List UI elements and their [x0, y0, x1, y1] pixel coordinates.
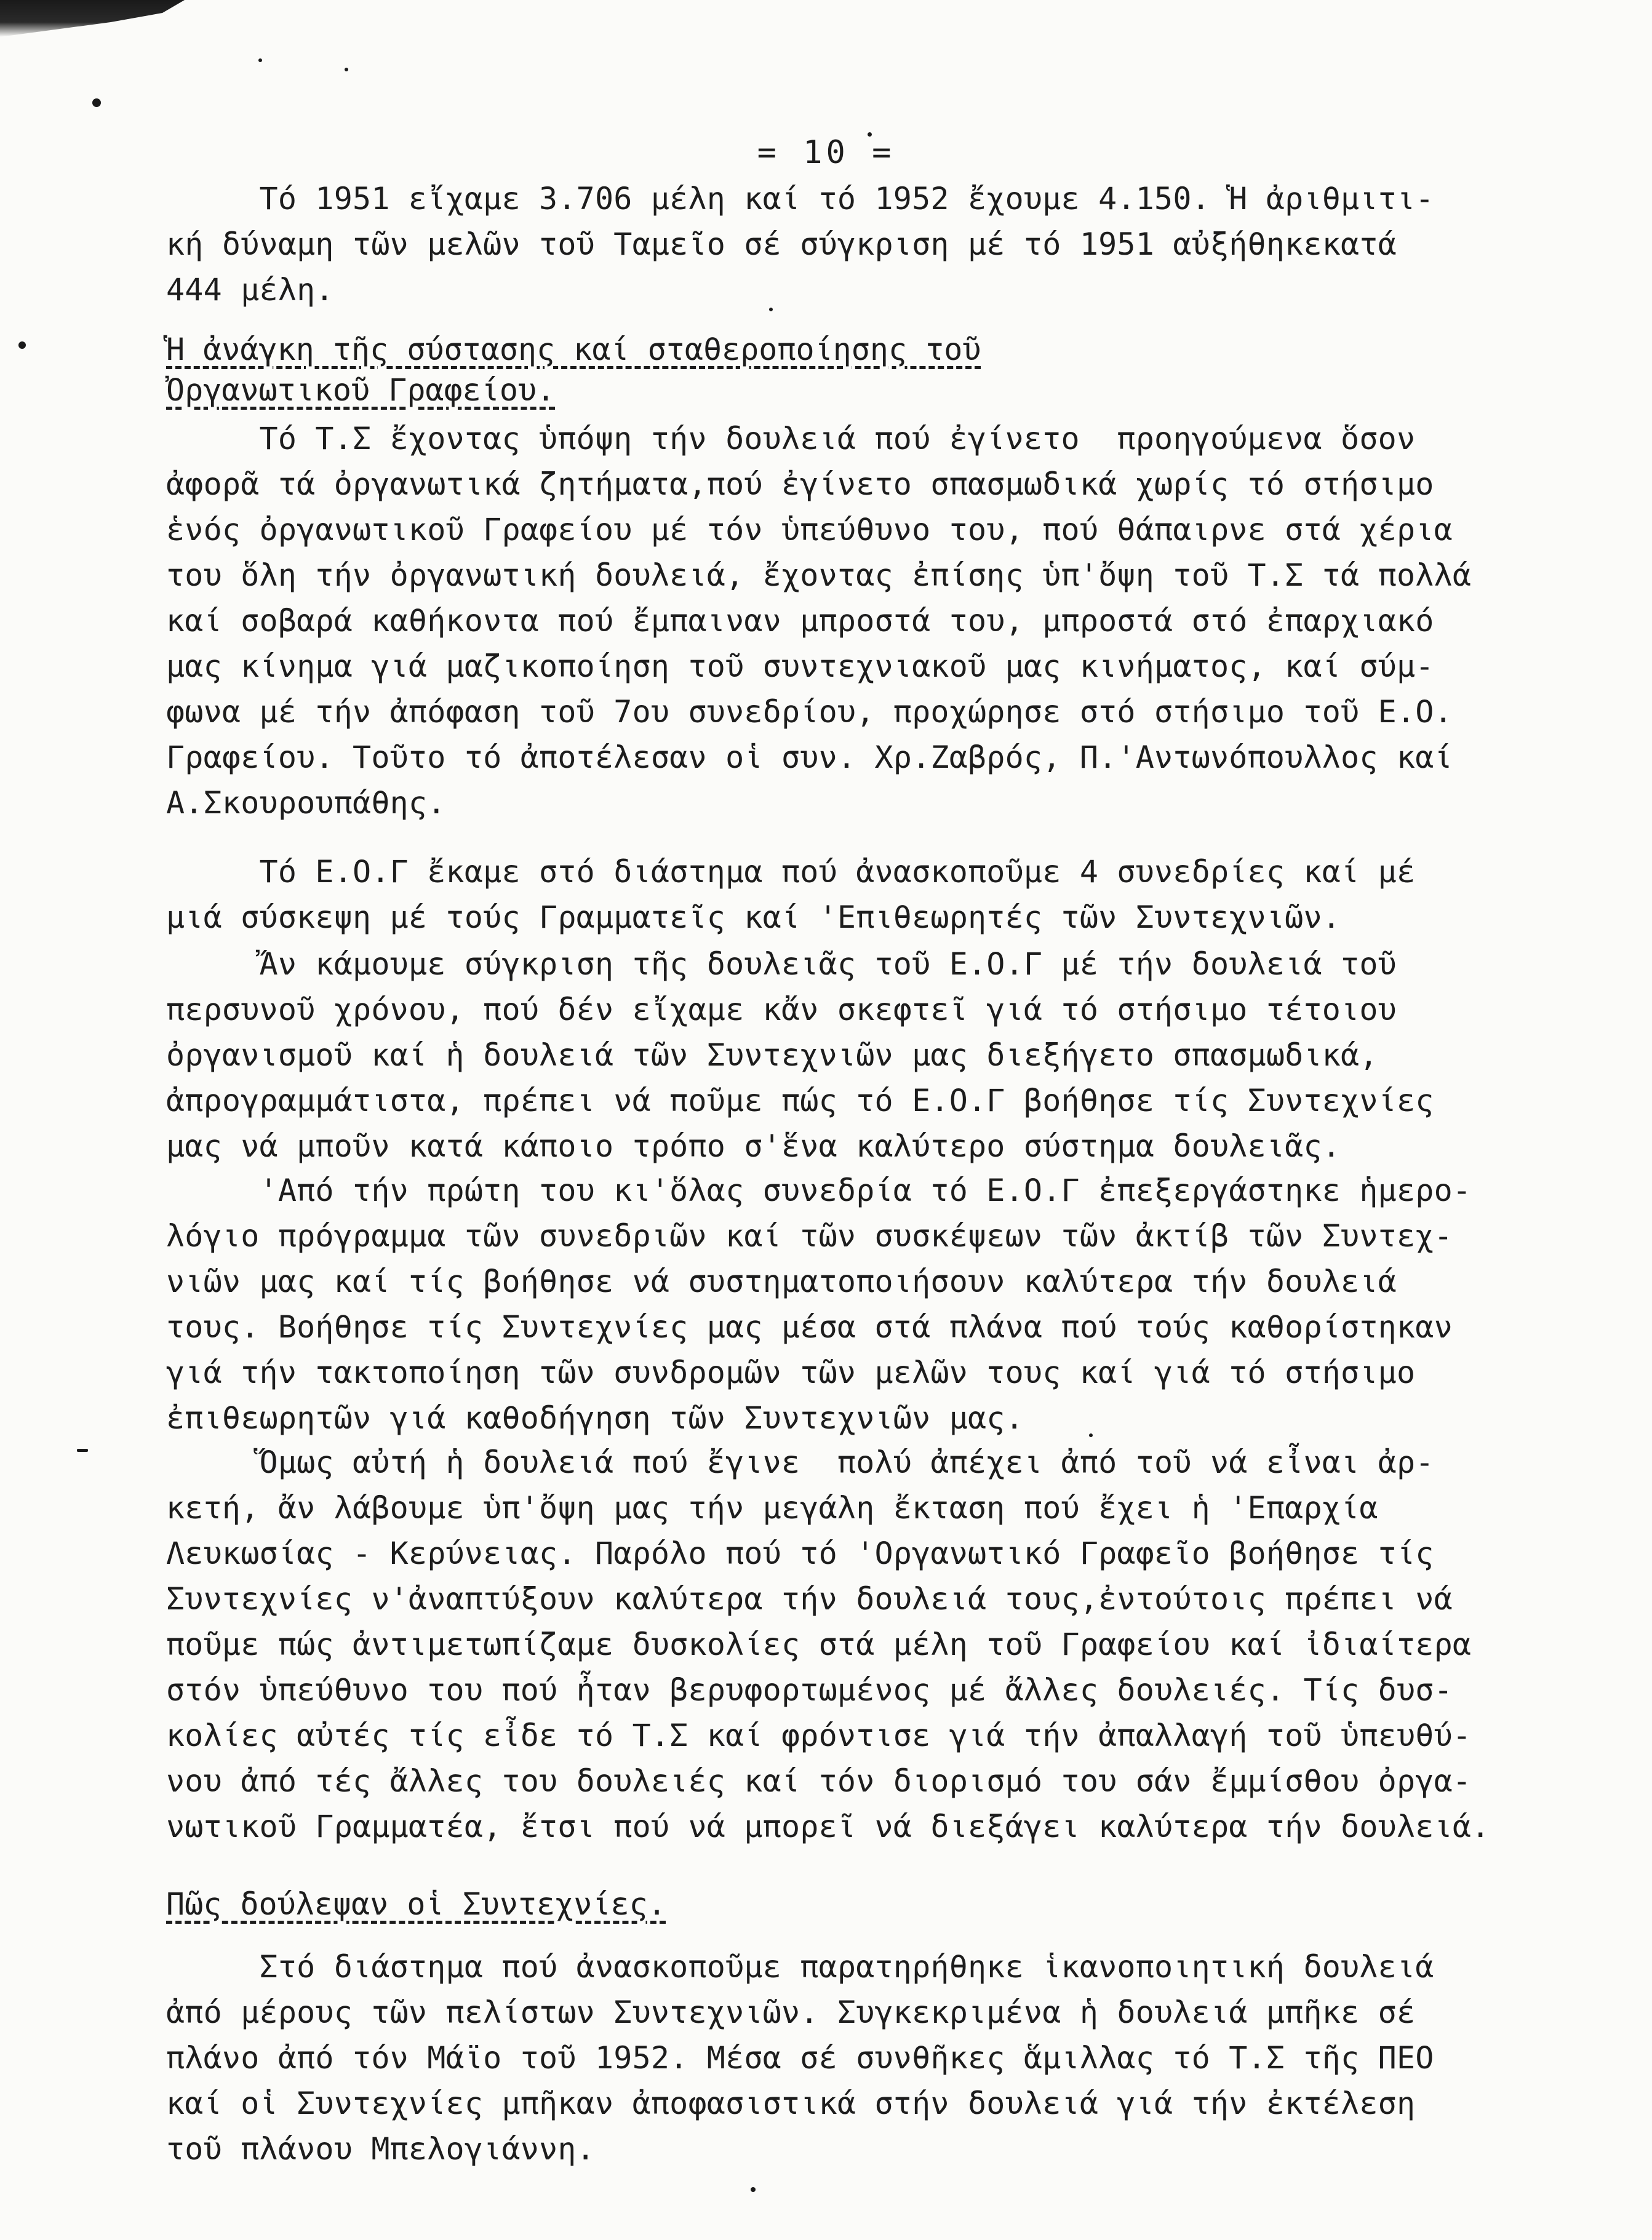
text-line: κολίες αὐτές τίς εἶδε τό Τ.Σ καί φρόντισε γιά τήν ἀπαλλαγή τοῦ ὑπευθύ-	[166, 1718, 1472, 1753]
text-line: Τό Τ.Σ ἔχοντας ὑπόψη τήν δουλειά πού ἐγίνετο προηγούμενα ὅσον	[166, 421, 1416, 456]
text-line: μιά σύσκεψη μέ τούς Γραμματεῖς καί 'Επιθεωρητές τῶν Συντεχνιῶν.	[166, 899, 1341, 935]
text-line: φωνα μέ τήν ἀπόφαση τοῦ 7ου συνεδρίου, προχώρησε στό στήσιμο τοῦ Ε.Ο.	[166, 694, 1453, 730]
paragraph	[166, 941, 1507, 1169]
text-line: καί σοβαρά καθήκοντα πού ἔμπαιναν μπροστά του, μπροστά στό ἐπαρχιακό	[166, 603, 1434, 639]
section-heading-line: Ἡ ἀνάγκη τῆς σύστασης καί σταθεροποίησης τοῦ	[166, 332, 981, 367]
paragraph	[166, 416, 1507, 826]
text-line: Τό Ε.Ο.Γ ἔκαμε στό διάστημα πού ἀνασκοποῦμε 4 συνεδρίες καί μέ	[166, 854, 1416, 890]
text-line: καί οἱ Συντεχνίες μπῆκαν ἀποφασιστικά στήν δουλειά γιά τήν ἐκτέλεση	[166, 2086, 1416, 2121]
paragraph	[166, 1168, 1507, 1441]
text-line: Ἄν κάμουμε σύγκριση τῆς δουλειᾶς τοῦ Ε.Ο.Γ μέ τήν δουλειά τοῦ	[166, 946, 1397, 982]
section-heading	[166, 329, 1507, 410]
text-line: του ὅλη τήν ὀργανωτική δουλειά, ἔχοντας ἐπίσης ὑπ'ὄψη τοῦ Τ.Σ τά πολλά	[166, 557, 1472, 593]
scan-speck	[77, 1449, 88, 1452]
text-line: περσυνοῦ χρόνου, πού δέν εἴχαμε κἄν σκεφτεῖ γιά τό στήσιμο τέτοιου	[166, 992, 1397, 1027]
text-line: κή δύναμη τῶν μελῶν τοῦ Ταμεῖο σέ σύγκριση μέ τό 1951 αὐξήθηκεκατά	[166, 226, 1397, 262]
text-line: Α.Σκουρουπάθης.	[166, 785, 446, 821]
text-line: πλάνο ἀπό τόν Μάϊο τοῦ 1952. Μέσα σέ συνθῆκες ἅμιλλας τό Τ.Σ τῆς ΠΕΟ	[166, 2040, 1434, 2076]
scan-speck	[258, 58, 262, 62]
text-line: Συντεχνίες ν'ἀναπτύξουν καλύτερα τήν δουλειά τους,ἐντούτοις πρέπει νά	[166, 1581, 1453, 1617]
text-line: ποῦμε πώς ἀντιμετωπίζαμε δυσκολίες στά μέλη τοῦ Γραφείου καί ἰδιαίτερα	[166, 1627, 1472, 1662]
text-line: τους. Βοήθησε τίς Συντεχνίες μας μέσα στά πλάνα πού τούς καθορίστηκαν	[166, 1309, 1453, 1345]
text-line: γιά τήν τακτοποίηση τῶν συνδρομῶν τῶν μελῶν τους καί γιά τό στήσιμο	[166, 1355, 1416, 1390]
text-line: Τό 1951 εἴχαμε 3.706 μέλη καί τό 1952 ἔχουμε 4.150. Ἡ ἀριθμιτι-	[166, 181, 1434, 217]
scan-corner-blot	[0, 0, 185, 37]
intro-paragraph	[166, 176, 1507, 313]
text-line: 444 μέλη.	[166, 272, 334, 308]
section-heading-line: Ὀργανωτικοῦ Γραφείου.	[166, 372, 556, 408]
text-line: νου ἀπό τές ἄλλες του δουλειές καί τόν διορισμό του σάν ἔμμίσθου ὀργα-	[166, 1763, 1472, 1799]
text-line: ὀργανισμοῦ καί ἡ δουλειά τῶν Συντεχνιῶν μας διεξήγετο σπασμωδικά,	[166, 1037, 1378, 1073]
text-line: ἑνός ὀργανωτικοῦ Γραφείου μέ τόν ὑπεύθυνο του, πού θάπαιρνε στά χέρια	[166, 512, 1453, 548]
section-heading-line: Πῶς δούλεψαν οἱ Συντεχνίες.	[166, 1886, 666, 1922]
text-line: 'Από τήν πρώτη του κι'ὅλας συνεδρία τό Ε.Ο.Γ ἐπεξεργάστηκε ἡμερο-	[166, 1173, 1472, 1208]
text-line: ἀπό μέρους τῶν πελίστων Συντεχνιῶν. Συγκεκριμένα ἡ δουλειά μπῆκε σέ	[166, 1995, 1416, 2030]
text-line: μας κίνημα γιά μαζικοποίηση τοῦ συντεχνιακοῦ μας κινήματος, καί σύμ-	[166, 648, 1434, 684]
text-line: στόν ὑπεύθυνο του πού ἦταν βερυφορτωμένος μέ ἄλλες δουλειές. Τίς δυσ-	[166, 1672, 1453, 1708]
scan-speck	[345, 68, 348, 71]
text-line: μας νά μποῦν κατά κάποιο τρόπο σ'ἕνα καλύτερο σύστημα δουλειᾶς.	[166, 1128, 1341, 1164]
page-number: = 10 =	[757, 134, 895, 171]
text-line: Ὅμως αὐτή ἡ δουλειά πού ἔγινε πολύ ἀπέχει ἀπό τοῦ νά εἶναι ἀρ-	[166, 1445, 1434, 1480]
text-line: νωτικοῦ Γραμματέα, ἔτσι πού νά μπορεῖ νά διεξάγει καλύτερα τήν δουλειά.	[166, 1809, 1490, 1844]
text-line: ἐπιθεωρητῶν γιά καθοδήγηση τῶν Συντεχνιῶν μας.	[166, 1400, 1024, 1436]
text-line: ἀφορᾶ τά ὀργανωτικά ζητήματα,πού ἐγίνετο σπασμωδικά χωρίς τό στήσιμο	[166, 466, 1434, 502]
text-line: νιῶν μας καί τίς βοήθησε νά συστηματοποιήσουν καλύτερα τήν δουλειά	[166, 1264, 1397, 1299]
text-line: Γραφείου. Τοῦτο τό ἀποτέλεσαν οἱ συν. Χρ.Ζαβρός, Π.'Αντωνόπουλλος καί	[166, 739, 1453, 775]
text-line: τοῦ πλάνου Μπελογιάννη.	[166, 2131, 595, 2167]
section-heading	[166, 1884, 1507, 1924]
paragraph	[166, 849, 1507, 940]
text-line: λόγιο πρόγραμμα τῶν συνεδριῶν καί τῶν συσκέψεων τῶν ἀκτίβ τῶν Συντεχ-	[166, 1218, 1453, 1254]
paragraph	[166, 1944, 1507, 2172]
text-line: Λευκωσίας - Κερύνειας. Παρόλο πού τό 'Οργανωτικό Γραφεῖο βοήθησε τίς	[166, 1536, 1434, 1571]
text-line: ἀπρογραμμάτιστα, πρέπει νά ποῦμε πώς τό Ε.Ο.Γ βοήθησε τίς Συντεχνίες	[166, 1083, 1434, 1118]
text-line: κετή, ἄν λάβουμε ὑπ'ὄψη μας τήν μεγάλη ἔκταση πού ἔχει ἡ 'Επαρχία	[166, 1490, 1378, 1526]
paragraph	[166, 1440, 1507, 1849]
scan-speck	[92, 98, 101, 107]
scan-speck	[751, 2187, 756, 2192]
text-line: Στό διάστημα πού ἀνασκοποῦμε παρατηρήθηκε ἱκανοποιητική δουλειά	[166, 1949, 1434, 1985]
scan-speck	[18, 341, 26, 349]
